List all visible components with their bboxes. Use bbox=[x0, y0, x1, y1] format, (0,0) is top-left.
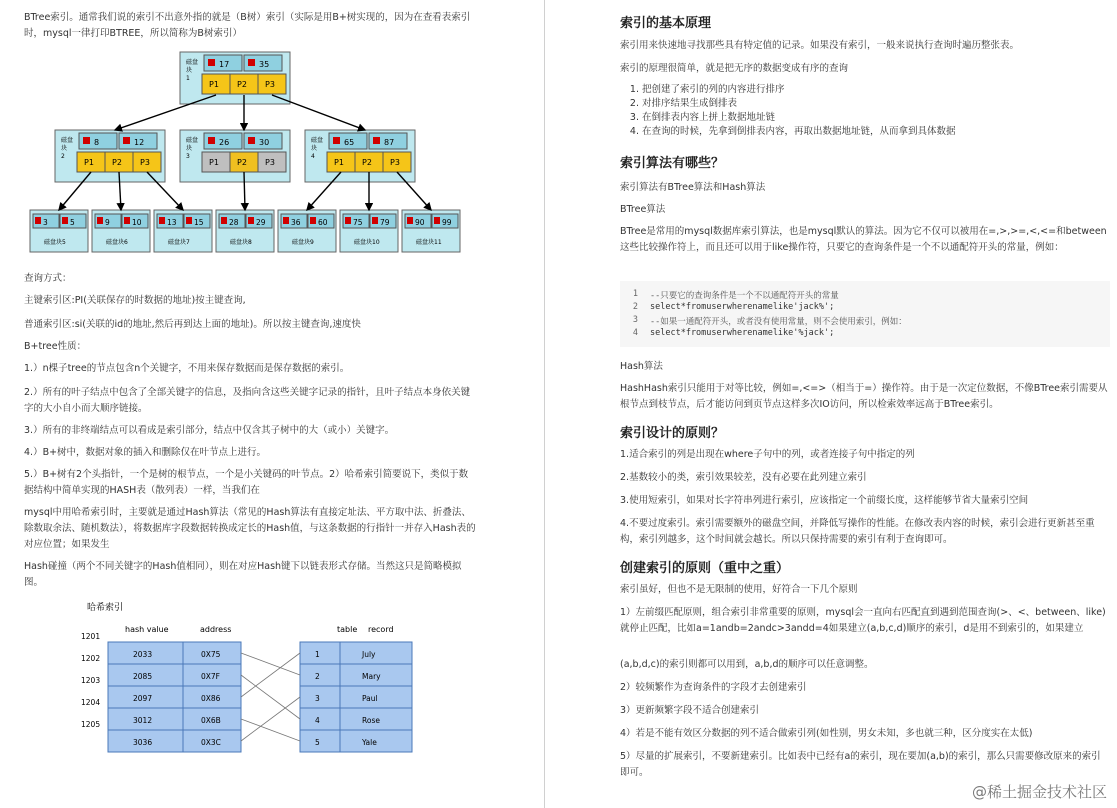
pointer-label: P2 bbox=[237, 80, 247, 89]
pointer-marker bbox=[407, 217, 413, 224]
code-line: --如果一通配符开头，或者没有使用常量，则不会使用索引，例如： bbox=[650, 317, 907, 327]
table-row-number: 5 bbox=[315, 738, 320, 747]
hash-key: 1203 bbox=[81, 676, 101, 685]
bplus-item-5: 5.）B+树有2个头指针，一个是树的根节点，一个是小关键码的叶节点。2）哈希索引简要说下，类似于数据结构中简单实现的HASH表（散列表）一样，当我们在 bbox=[24, 469, 469, 496]
mapping-line bbox=[241, 653, 300, 675]
column-header: record bbox=[368, 625, 394, 634]
tree-edge bbox=[272, 95, 365, 130]
design-3: 3.使用短索引，如果对长字符串列进行索引，应该指定一个前缀长度，这样能够节省大量索引空间 bbox=[620, 495, 1029, 506]
disk-block-label: 2 bbox=[61, 153, 65, 160]
table-row-number: 2 bbox=[315, 672, 320, 681]
column-header: hash value bbox=[125, 625, 169, 634]
pointer-marker bbox=[208, 59, 215, 66]
pointer-marker bbox=[97, 217, 103, 224]
heading-index-algorithms: 索引算法有哪些？ bbox=[620, 156, 725, 171]
leaf-block-label: 磁盘块10 bbox=[354, 239, 380, 246]
key-value: 35 bbox=[259, 60, 270, 69]
address-value: 0X86 bbox=[201, 694, 221, 703]
disk-block-label: 磁盘 bbox=[311, 137, 324, 144]
code-line: --只要它的查询条件是一个不以通配符开头的常量 bbox=[650, 291, 839, 301]
query-secondary: 普通索引区:si(关联的id的地址,然后再到达上面的地址)。所以按主键查询,速度快 bbox=[24, 319, 361, 330]
leaf-block-label: 磁盘块8 bbox=[230, 239, 252, 246]
hash-value: 3012 bbox=[133, 716, 153, 725]
leaf-key-value: 3 bbox=[43, 218, 48, 227]
leaf-key-value: 60 bbox=[318, 218, 328, 227]
record-value: Yale bbox=[362, 738, 377, 747]
step-item: 3. 在倒排表内容上拼上数据地址链 bbox=[642, 111, 956, 125]
watermark: @稀土掘金技术社区 bbox=[971, 783, 1107, 801]
leaf-block-label: 磁盘块7 bbox=[168, 239, 190, 246]
leaf-key-value: 90 bbox=[415, 218, 425, 227]
pointer-marker bbox=[124, 217, 130, 224]
disk-block-label: 块 bbox=[186, 145, 193, 152]
disk-block-label: 块 bbox=[61, 145, 68, 152]
address-value: 0X3C bbox=[201, 738, 221, 747]
mapping-line bbox=[241, 697, 300, 741]
create-intro: 索引虽好，但也不是无限制的使用，好符合一下几个原则 bbox=[620, 584, 858, 595]
heading-index-principle: 索引的基本原理 bbox=[620, 16, 712, 31]
pointer-marker bbox=[283, 217, 289, 224]
hash-value: 2085 bbox=[133, 672, 153, 681]
design-1: 1.适合索引的列是出现在where子句中的列，或者连接子句中指定的列 bbox=[620, 449, 915, 460]
tree-edge bbox=[244, 172, 245, 210]
pointer-marker bbox=[35, 217, 41, 224]
principle-steps bbox=[620, 83, 956, 139]
btree-label: BTree算法 bbox=[620, 204, 666, 215]
btree-description: BTree是常用的mysql数据库索引算法，也是mysql默认的算法。因为它不仅可以被用在=,>,>=,<,<=和between这些比较操作符上，而且还可以用于like操作符，只要它的查询条件是一个不以通配符开头的常量，例如： bbox=[620, 226, 1107, 253]
create-5: 5）尽量的扩展索引，不要新建索引。比如表中已经有a的索引，现在要加(a,b)的索引，那么只需要修改原来的索引即可。 bbox=[620, 751, 1101, 778]
pointer-label: P3 bbox=[140, 158, 150, 167]
hash-key: 1205 bbox=[81, 720, 101, 729]
leaf-key-value: 99 bbox=[442, 218, 452, 227]
mapping-line bbox=[241, 675, 300, 719]
pointer-label: P3 bbox=[265, 158, 275, 167]
key-value: 8 bbox=[94, 138, 100, 147]
code-line: select*fromuserwherenamelike'jack%'; bbox=[650, 302, 835, 312]
leaf-block-label: 磁盘块11 bbox=[416, 239, 442, 246]
code-line-number: 3 bbox=[632, 315, 638, 325]
record-value: Rose bbox=[362, 716, 380, 725]
bplus-item-4: 4.）B+树中，数据对象的插入和删除仅在叶节点上进行。 bbox=[24, 447, 267, 458]
record-value: July bbox=[362, 650, 376, 659]
address-value: 0X6B bbox=[201, 716, 221, 725]
pointer-label: P2 bbox=[112, 158, 122, 167]
leaf-key-value: 75 bbox=[353, 218, 363, 227]
pointer-marker bbox=[159, 217, 165, 224]
pointer-label: P1 bbox=[209, 158, 219, 167]
btree-intro: BTree索引。通常我们说的索引不出意外指的就是（B树）索引（实际是用B+树实现的，因为在查看表索引时，mysql一律打印BTREE，所以简称为B树索引） bbox=[24, 12, 471, 39]
key-value: 26 bbox=[219, 138, 230, 147]
hash-value: 3036 bbox=[133, 738, 153, 747]
algo-p1: 索引算法有BTree算法和Hash算法 bbox=[620, 182, 766, 193]
pointer-marker bbox=[83, 137, 90, 144]
pointer-marker bbox=[372, 217, 378, 224]
pointer-marker bbox=[62, 217, 68, 224]
code-line: select*fromuserwherenamelike'%jack'; bbox=[650, 328, 835, 338]
create-3: 3）更新频繁字段不适合创建索引 bbox=[620, 705, 760, 716]
code-line-number: 4 bbox=[632, 328, 638, 338]
bplus-item-3: 3.）所有的非终端结点可以看成是索引部分，结点中仅含其子树中的大（或小）关键字。 bbox=[24, 425, 395, 436]
pointer-marker bbox=[123, 137, 130, 144]
leaf-key-value: 9 bbox=[105, 218, 110, 227]
mapping-line bbox=[241, 653, 300, 697]
principle-p2: 索引的原理很简单，就是把无序的数据变成有序的查询 bbox=[620, 63, 849, 74]
disk-block-label: 磁盘 bbox=[186, 137, 199, 144]
hash-key: 1201 bbox=[81, 632, 101, 641]
hash-index-diagram bbox=[75, 596, 425, 758]
pointer-marker bbox=[345, 217, 351, 224]
hash-collision-paragraph: Hash碰撞（两个不同关键字的Hash值相同），则在对应Hash键下以链表形式存储。当然这只是简略模拟图。 bbox=[24, 561, 462, 588]
hash-value: 2033 bbox=[133, 650, 153, 659]
pointer-label: P3 bbox=[265, 80, 275, 89]
table-row-number: 4 bbox=[315, 716, 320, 725]
disk-block-label: 4 bbox=[311, 153, 315, 160]
pointer-label: P3 bbox=[390, 158, 400, 167]
left-page bbox=[0, 0, 544, 808]
leaf-block-label: 磁盘块5 bbox=[44, 239, 66, 246]
pointer-marker bbox=[208, 137, 215, 144]
leaf-key-value: 10 bbox=[132, 218, 142, 227]
pointer-marker bbox=[373, 137, 380, 144]
key-value: 87 bbox=[384, 138, 395, 147]
heading-design-principles: 索引设计的原则？ bbox=[620, 426, 725, 441]
table-row-number: 3 bbox=[315, 694, 320, 703]
record-value: Paul bbox=[362, 694, 378, 703]
hash-figure-title: 哈希索引 bbox=[87, 603, 124, 613]
pointer-label: P1 bbox=[334, 158, 344, 167]
leaf-key-value: 15 bbox=[194, 218, 204, 227]
address-value: 0X7F bbox=[201, 672, 220, 681]
btree-diagram bbox=[25, 50, 465, 260]
hash-key: 1204 bbox=[81, 698, 101, 707]
pointer-marker bbox=[221, 217, 227, 224]
design-4: 4.不要过度索引。索引需要额外的磁盘空间，并降低写操作的性能。在修改表内容的时候，索引会进行更新甚至重构，索引列越多，这个时间就会越长。所以只保持需要的索引有利于查询即可。 bbox=[620, 518, 1095, 545]
leaf-key-value: 5 bbox=[70, 218, 75, 227]
hash-description: HashHash索引只能用于对等比较，例如=,<=>（相当于=）操作符。由于是一次定位数据，不像BTree索引需要从根节点到枝节点，后才能访问到页节点这样多次IO访问，所以检索效率远高于BTree索引。 bbox=[620, 383, 1108, 410]
principle-p1: 索引用来快速地寻找那些具有特定值的记录。如果没有索引，一般来说执行查询时遍历整张表。 bbox=[620, 40, 1020, 51]
disk-block-label: 磁盘 bbox=[186, 59, 199, 66]
key-value: 30 bbox=[259, 138, 270, 147]
address-value: 0X75 bbox=[201, 650, 221, 659]
bplus-title: B+tree性质： bbox=[24, 341, 87, 352]
key-value: 12 bbox=[134, 138, 145, 147]
hash-paragraph: mysql中用哈希索引时，主要就是通过Hash算法（常见的Hash算法有直接定址法、平方取中法、折叠法、除数取余法、随机数法），将数据库字段数据转换成定长的Hash值，与这条数据的行指针一并存入Hash表的对应位置；如果发生 bbox=[24, 507, 476, 550]
pointer-label: P1 bbox=[84, 158, 94, 167]
leaf-key-value: 36 bbox=[291, 218, 301, 227]
pointer-label: P1 bbox=[209, 80, 219, 89]
disk-block-label: 磁盘 bbox=[61, 137, 74, 144]
hash-key: 1202 bbox=[81, 654, 101, 663]
pointer-marker bbox=[248, 59, 255, 66]
leaf-key-value: 79 bbox=[380, 218, 390, 227]
disk-block-label: 块 bbox=[311, 145, 318, 152]
pointer-label: P2 bbox=[362, 158, 372, 167]
disk-block-label: 1 bbox=[186, 75, 190, 82]
tree-edge bbox=[115, 95, 216, 130]
query-primary: 主键索引区:PI(关联保存的时数据的地址)按主键查询, bbox=[24, 295, 246, 306]
code-block bbox=[620, 281, 1110, 347]
step-item: 1. 把创建了索引的列的内容进行排序 bbox=[642, 83, 956, 97]
table-row-number: 1 bbox=[315, 650, 320, 659]
right-page bbox=[545, 0, 1117, 808]
mapping-line bbox=[241, 719, 300, 741]
step-item: 4. 在查询的时候，先拿到倒排表内容，再取出数据地址链，从而拿到具体数据 bbox=[642, 125, 956, 139]
record-value: Mary bbox=[362, 672, 381, 681]
leaf-key-value: 13 bbox=[167, 218, 177, 227]
hash-value: 2097 bbox=[133, 694, 153, 703]
query-title: 查询方式： bbox=[24, 273, 72, 284]
pointer-marker bbox=[434, 217, 440, 224]
create-1b: (a,b,d,c)的索引则都可以用到，a,b,d的顺序可以任意调整。 bbox=[620, 659, 874, 670]
leaf-block-label: 磁盘块9 bbox=[292, 239, 314, 246]
pointer-marker bbox=[310, 217, 316, 224]
column-header: table bbox=[337, 625, 358, 634]
key-value: 65 bbox=[344, 138, 355, 147]
step-item: 2. 对排序结果生成倒排表 bbox=[642, 97, 956, 111]
disk-block-label: 3 bbox=[186, 153, 190, 160]
hash-label: Hash算法 bbox=[620, 361, 663, 372]
leaf-block-label: 磁盘块6 bbox=[106, 239, 128, 246]
pointer-label: P2 bbox=[237, 158, 247, 167]
bplus-item-1: 1.）n棵子tree的节点包含n个关键字，不用来保存数据而是保存数据的索引。 bbox=[24, 363, 350, 374]
column-header: address bbox=[200, 625, 232, 634]
leaf-key-value: 29 bbox=[256, 218, 266, 227]
heading-create-principles: 创建索引的原则（重中之重） bbox=[620, 561, 790, 576]
code-line-number: 2 bbox=[632, 302, 638, 312]
create-1: 1）左前缀匹配原则，组合索引非常重要的原则，mysql会一直向右匹配直到遇到范围查询(>、<、between、like)就停止匹配，比如a=1andb=2andc>3andd=4如果建立(a,b,c,d)顺序的索引，d是用不到索引的，如果建立 bbox=[620, 607, 1106, 634]
pointer-marker bbox=[186, 217, 192, 224]
create-2: 2）较频繁作为查询条件的字段才去创建索引 bbox=[620, 682, 807, 693]
hash-table bbox=[108, 642, 241, 752]
design-2: 2.基数较小的类，索引效果较差，没有必要在此列建立索引 bbox=[620, 472, 867, 483]
bplus-item-2: 2.）所有的叶子结点中包含了全部关键字的信息，及指向含这些关键字记录的指针，且叶子结点本身依关键字的大小自小而大顺序链接。 bbox=[24, 387, 471, 414]
code-line-number: 1 bbox=[632, 289, 638, 299]
pointer-marker bbox=[333, 137, 340, 144]
disk-block-label: 块 bbox=[186, 67, 193, 74]
pointer-marker bbox=[248, 217, 254, 224]
leaf-key-value: 28 bbox=[229, 218, 239, 227]
create-4: 4）若是不能有效区分数据的列不适合做索引列(如性别，男女未知，多也就三种，区分度实在太低) bbox=[620, 728, 1033, 739]
pointer-marker bbox=[248, 137, 255, 144]
key-value: 17 bbox=[219, 60, 230, 69]
